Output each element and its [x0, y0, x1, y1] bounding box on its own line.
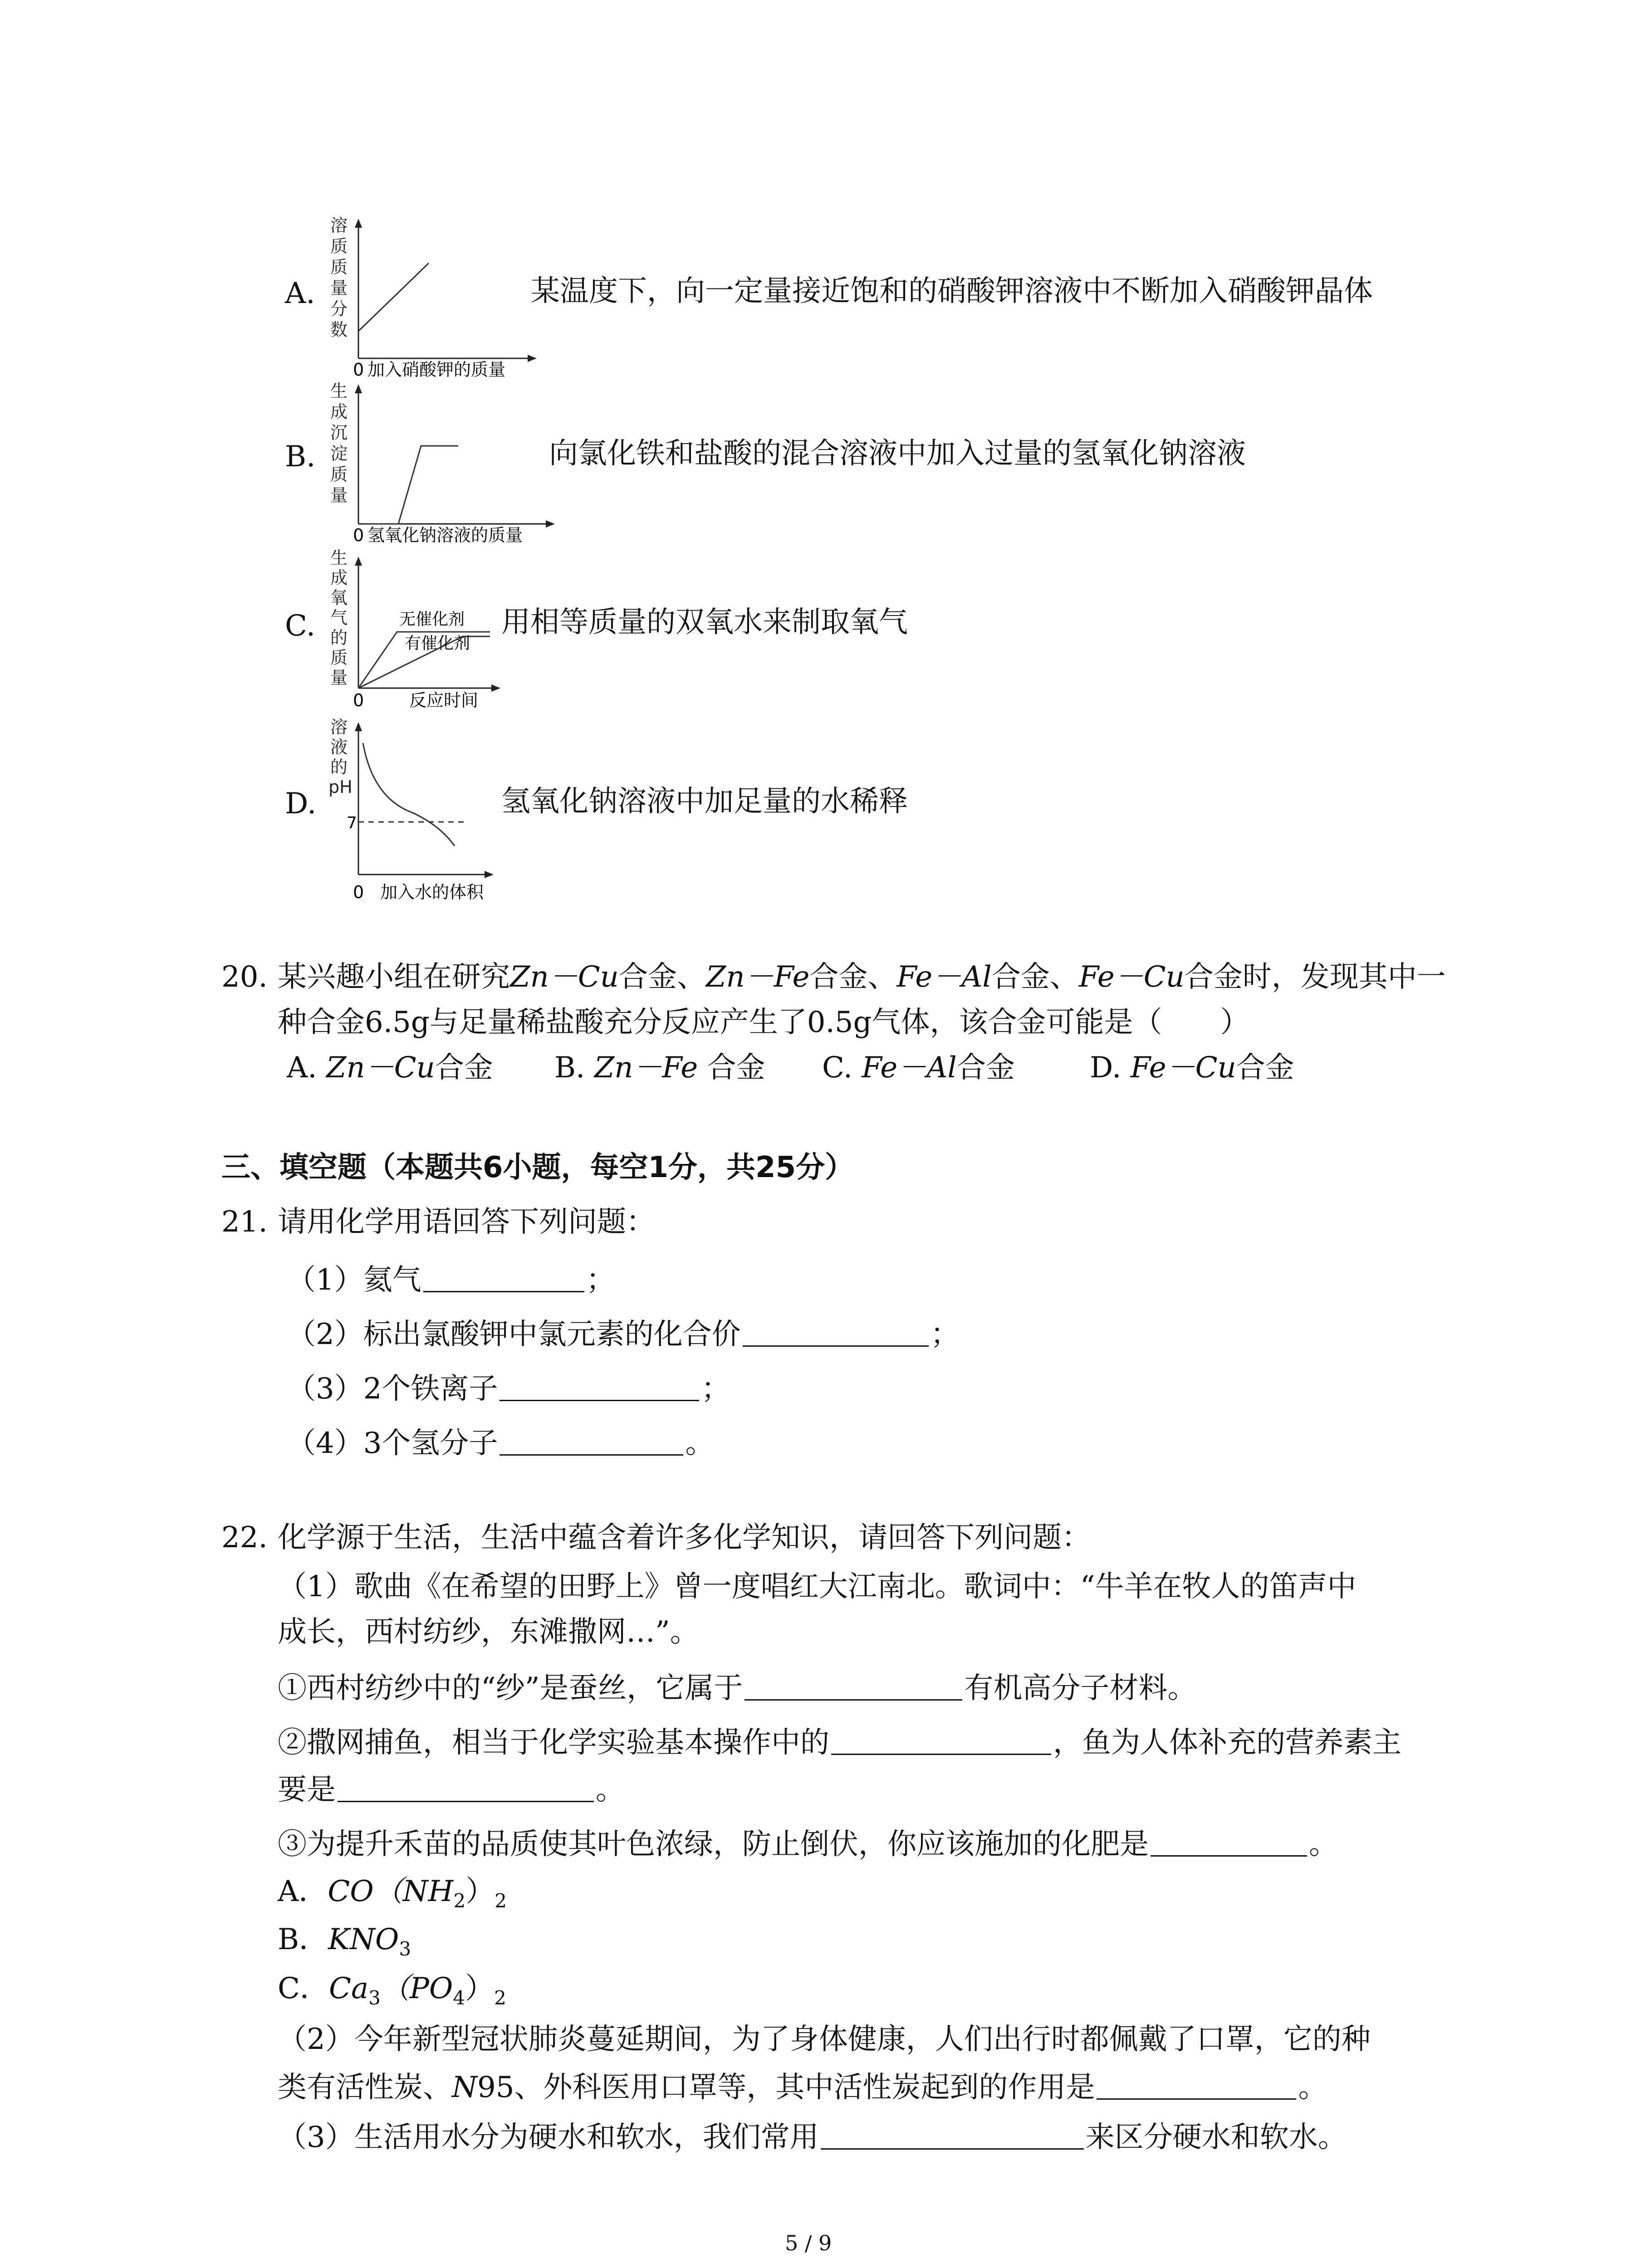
q22-text: 95、外科医用口罩等，其中活性炭起到的作用是 — [477, 2071, 1095, 2104]
q22-text: 来区分硬水和软水。 — [1085, 2121, 1347, 2154]
graph-a-ylabel — [330, 215, 348, 340]
q20-line1 — [278, 960, 1446, 994]
graph-b-ylabel-char: 质 — [330, 464, 348, 484]
graph-c-ylabel-char: 成 — [330, 568, 348, 588]
graph-b-curve — [363, 446, 458, 524]
choice-formula: Fe－Al — [862, 1051, 957, 1085]
graph-b-ylabel — [330, 381, 348, 505]
q22-p3 — [278, 2121, 1347, 2152]
option-a-letter: A. — [285, 277, 315, 310]
graph-b-origin: 0 — [353, 525, 364, 545]
choice-formula: Fe－Cu — [1130, 1051, 1236, 1085]
graph-b-ylabel-char: 沉 — [330, 423, 348, 443]
q22-text: （3）生活用水分为硬水和软水，我们常用 — [278, 2121, 819, 2154]
graph-b-ylabel-char: 淀 — [330, 444, 348, 464]
graph-a-ylabel-char: 质 — [330, 257, 348, 277]
choice-letter: A. — [287, 1051, 317, 1085]
graph-a-origin: 0 — [353, 360, 364, 380]
q20-choice-a[interactable] — [287, 1051, 493, 1085]
graph-a-y-arrow — [355, 219, 362, 228]
graph-c-ylabel-char: 生 — [330, 548, 348, 568]
graph-a-x-arrow — [528, 355, 537, 362]
graph-c-ylabel — [330, 548, 348, 688]
q22-sub1 — [278, 1672, 1196, 1703]
option-letter: B． — [278, 1923, 328, 1956]
formula-part: （PO — [380, 1972, 453, 2005]
q20-text: 与足量稀盐酸充分反应产生了 — [429, 1006, 807, 1039]
formula-subscript: 4 — [453, 1987, 465, 2009]
graph-b-ylabel-char: 生 — [330, 381, 348, 401]
formula-part: ） — [465, 1972, 495, 2005]
q20-text: 种合金 — [278, 1006, 365, 1039]
graph-c-ylabel-char: 氧 — [330, 588, 348, 608]
graph-c-origin: 0 — [353, 690, 364, 710]
graph-d-x-arrow — [485, 871, 494, 878]
q22-text: ，鱼为人体补充的营养素主 — [1053, 1726, 1401, 1760]
q22-sub2-cont — [278, 1773, 625, 1807]
q22-text: 。 — [1298, 2071, 1327, 2104]
option-letter: C． — [278, 1972, 329, 2005]
q21-item-2 — [287, 1318, 960, 1349]
choice-word: 合金 — [698, 1051, 765, 1085]
q21-item-1 — [287, 1264, 615, 1295]
q20-text: 合金、 — [618, 960, 706, 994]
q20-alloy: Zn－Fe — [705, 960, 810, 994]
formula-subscript: 3 — [368, 1987, 381, 2009]
q22-text: 有机高分子材料。 — [964, 1672, 1197, 1705]
formula-subscript: 2 — [495, 1890, 507, 1912]
q22-text: 。 — [596, 1773, 625, 1807]
choice-formula: Zn－Fe — [594, 1051, 698, 1085]
q22-text: ③为提升禾苗的品质使其叶色浓绿，防止倒伏，你应该施加的化肥是 — [278, 1828, 1149, 1861]
q21-item-3 — [287, 1372, 730, 1406]
q20-alloy: Fe－Al — [896, 960, 992, 994]
page-number: 5 / 9 — [785, 2231, 832, 2255]
graph-c-curve-1-label: 无催化剂 — [399, 610, 465, 629]
formula-subscript: 2 — [494, 1987, 506, 2009]
graph-b — [327, 379, 563, 553]
graph-c — [327, 547, 517, 728]
formula-part: KNO — [328, 1923, 399, 1956]
option-d-text: 氢氧化钠溶液中加足量的水稀释 — [501, 785, 908, 818]
graph-c-y-arrow — [355, 557, 362, 566]
q22-text: 类有活性炭、 — [278, 2071, 452, 2104]
graph-a-ylabel-char: 质 — [330, 236, 348, 256]
q21-item-label: （2）标出氯酸钾中氯元素的化合价 — [287, 1318, 741, 1351]
graph-c-ylabel-char: 量 — [330, 668, 348, 688]
q22-p2-line1: （2）今年新型冠状肺炎蔓延期间，为了身体健康，人们出行时都佩戴了口罩，它的种 — [278, 2023, 1371, 2056]
q22-option-b[interactable] — [278, 1925, 411, 1959]
q20-choice-d[interactable] — [1090, 1051, 1294, 1085]
option-c-text: 用相等质量的双氧水来制取氧气 — [501, 606, 908, 639]
q22-text: 。 — [1309, 1828, 1338, 1861]
q22-option-c[interactable] — [278, 1974, 506, 2008]
graph-d-ylabel — [328, 717, 353, 797]
graph-d-xlabel: 加入水的体积 — [380, 882, 484, 902]
q22-answer-blank-6[interactable] — [821, 2121, 1084, 2150]
graph-a-ylabel-char: 数 — [330, 320, 348, 340]
choice-formula: Zn－Cu — [326, 1051, 435, 1085]
q22-text: ①西村纺纱中的“纱”是蚕丝，它属于 — [278, 1672, 743, 1705]
graph-a-curve — [358, 263, 429, 331]
q20-number: 20. — [221, 960, 268, 994]
choice-letter: C. — [822, 1051, 853, 1085]
option-d-letter: D. — [285, 787, 317, 821]
q20-choice-b[interactable] — [554, 1051, 765, 1085]
graph-c-ylabel-char: 质 — [330, 648, 348, 668]
graph-b-x-arrow — [546, 520, 555, 528]
q22-sub3 — [278, 1828, 1338, 1859]
q21-item-end: ； — [930, 1318, 960, 1351]
q22-text: 要是 — [278, 1773, 336, 1807]
option-b-letter: B. — [285, 440, 316, 474]
q20-text: 合金时，发现其中一 — [1184, 960, 1446, 994]
q22-answer-blank-3[interactable] — [338, 1774, 594, 1802]
formula-part: ） — [465, 1875, 495, 1908]
graph-d-ylabel-char: 溶 — [330, 717, 348, 737]
choice-word: 合金 — [956, 1051, 1015, 1085]
q21-item-label: （4）3个氢分子 — [287, 1427, 498, 1460]
formula-subscript: 3 — [399, 1938, 411, 1960]
q20-text: 气体，该合金可能是（ ） — [872, 1006, 1249, 1039]
graph-c-curve-2-label: 有催化剂 — [405, 634, 470, 653]
graph-d-curve — [363, 743, 455, 846]
graph-a-ylabel-char: 分 — [330, 299, 348, 319]
q22-p1-line1: （1）歌曲《在希望的田野上》曾一度唱红大江南北。歌词中：“牛羊在牧人的笛声中 — [278, 1570, 1357, 1603]
option-a-text: 某温度下，向一定量接近饱和的硝酸钾溶液中不断加入硝酸钾晶体 — [531, 274, 1373, 308]
section-3-title: 三、填空题（本题共6小题，每空1分，共25分） — [221, 1151, 854, 1184]
q22-answer-blank-2[interactable] — [831, 1726, 1051, 1755]
q20-mass: 6.5g — [365, 1006, 430, 1039]
graph-b-y-arrow — [355, 384, 362, 393]
q21-answer-blank-1[interactable] — [423, 1264, 584, 1292]
graph-b-ylabel-char: 成 — [330, 402, 348, 422]
graph-a — [327, 213, 544, 386]
graph-c-ylabel-char: 气 — [330, 608, 348, 628]
q22-option-a[interactable] — [278, 1877, 507, 1911]
option-b-text: 向氯化铁和盐酸的混合溶液中加入过量的氢氧化钠溶液 — [549, 437, 1246, 470]
q22-text: N — [452, 2071, 477, 2104]
q22-p1-line2: 成长，西村纺纱，东滩撒网…”。 — [278, 1615, 699, 1649]
q21-answer-blank-3[interactable] — [500, 1373, 699, 1401]
choice-letter: D. — [1090, 1051, 1122, 1085]
q22-answer-blank-4[interactable] — [1151, 1828, 1307, 1857]
q20-line2 — [278, 1008, 1249, 1037]
q22-text: ②撒网捕鱼，相当于化学实验基本操作中的 — [278, 1726, 829, 1760]
q21-item-label: （3）2个铁离子 — [287, 1372, 498, 1406]
graph-c-ylabel-char: 的 — [330, 628, 348, 648]
graph-a-ylabel-char: 溶 — [330, 215, 348, 235]
q20-text: 合金、 — [991, 960, 1079, 994]
q21-answer-blank-4[interactable] — [500, 1427, 683, 1456]
graph-d-ylabel-char: 的 — [330, 757, 348, 777]
graph-d-ylabel-char: pH — [328, 777, 353, 797]
graph-d-ylabel-char: 液 — [330, 737, 348, 757]
q21-item-end: 。 — [685, 1427, 715, 1460]
q20-alloy: Fe－Cu — [1078, 960, 1185, 994]
q22-answer-blank-5[interactable] — [1097, 2071, 1296, 2100]
formula-part: Ca — [328, 1972, 369, 2005]
q22-answer-blank-1[interactable] — [745, 1672, 962, 1701]
q20-text: 合金、 — [809, 960, 897, 994]
option-c-letter: C. — [285, 609, 316, 643]
q21-stem: 请用化学用语回答下列问题： — [278, 1205, 655, 1239]
formula-subscript: 2 — [453, 1890, 466, 1912]
q22-sub2 — [278, 1726, 1401, 1760]
q20-choice-c[interactable] — [822, 1051, 1015, 1085]
q22-p2-line2 — [278, 2071, 1327, 2102]
q20-alloy: Zn－Cu — [510, 960, 619, 994]
graph-d-tick-7: 7 — [347, 814, 357, 832]
choice-word: 合金 — [435, 1051, 493, 1085]
graph-b-ylabel-char: 量 — [330, 485, 348, 505]
q21-number: 21. — [221, 1205, 268, 1239]
graph-c-x-arrow — [491, 684, 500, 692]
graph-a-ylabel-char: 量 — [330, 278, 348, 298]
graph-c-xlabel: 反应时间 — [409, 690, 479, 710]
q21-answer-blank-2[interactable] — [743, 1318, 929, 1347]
q22-number: 22. — [221, 1521, 268, 1554]
q20-mass: 0.5g — [807, 1006, 872, 1039]
graph-b-xlabel: 氢氧化钠溶液的质量 — [367, 525, 523, 545]
option-letter: A． — [278, 1875, 328, 1908]
choice-word: 合金 — [1236, 1051, 1294, 1085]
q22-stem: 化学源于生活，生活中蕴含着许多化学知识，请回答下列问题： — [278, 1521, 1091, 1554]
formula-part: CO（NH — [328, 1875, 454, 1908]
graph-d — [327, 717, 517, 907]
graph-a-xlabel: 加入硝酸钾的质量 — [367, 360, 506, 380]
q21-item-end: ； — [586, 1263, 615, 1297]
q20-text: 某兴趣小组在研究 — [278, 960, 510, 994]
graph-d-origin: 0 — [353, 882, 364, 902]
q21-item-end: ； — [701, 1372, 730, 1406]
graph-d-y-arrow — [355, 722, 362, 731]
q21-item-4 — [287, 1427, 714, 1458]
q21-item-label: （1）氦气 — [287, 1263, 421, 1297]
choice-letter: B. — [554, 1051, 585, 1085]
